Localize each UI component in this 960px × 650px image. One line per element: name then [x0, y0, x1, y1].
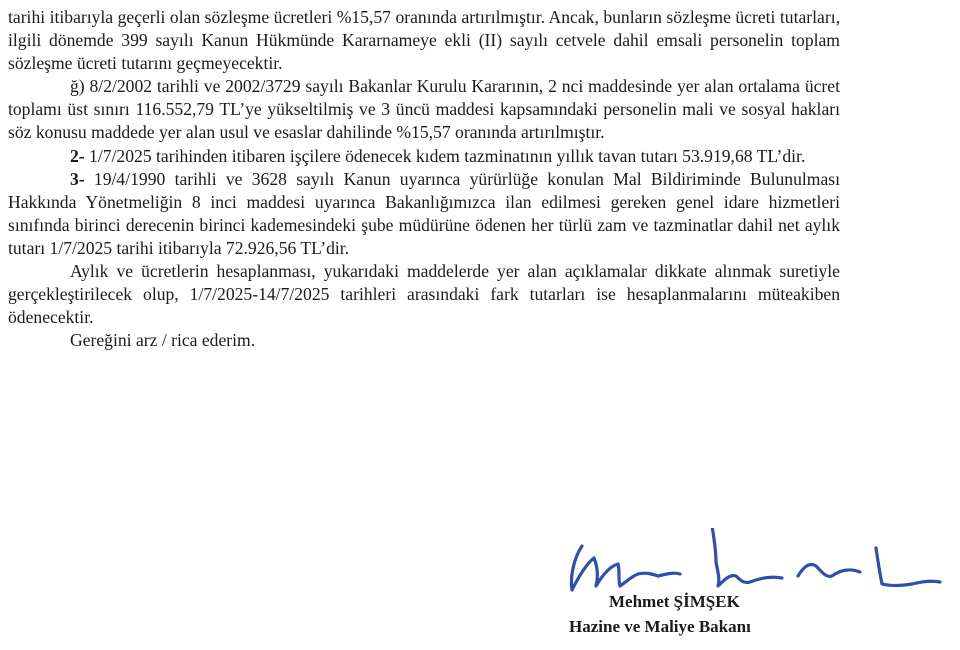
- item-number-2: 2-: [70, 145, 85, 166]
- paragraph-4-text: 19/4/1990 tarihli ve 3628 sayılı Kanun uyarınca yürürlüğe konulan Mal Bildiriminde Bulunulması Hakkında Yönetmeliğin 8 inci maddesi uyarınca Bakanlığımızca ilan edilmesi gereken genel idare hizmetleri sınıfında birinci derecenin birinci kademesindeki şube müdürüne ödenen her türlü zam ve tazminatlar dahil net aylık tutarı 1/7/2025 tarihi itibarıyla 72.926,56 TL’dir.: [8, 168, 840, 258]
- paragraph-3-text: 1/7/2025 tarihinden itibaren işçilere ödenecek kıdem tazminatının yıllık tavan tutarı 53.919,68 TL’dir.: [84, 145, 806, 166]
- signatory-name: Mehmet ŞİMŞEK: [609, 592, 740, 611]
- signature-block: [560, 528, 960, 650]
- paragraph-2: ğ) 8/2/2002 tarihli ve 2002/3729 sayılı Bakanlar Kurulu Kararının, 2 nci maddesinde yer alan ortalama ücret toplamı üst sınırı 116.552,79 TL’ye yükseltilmiş ve 3 üncü maddesi kapsamındaki personelin mali ve sosyal hakları söz konusu maddede yer alan usul ve esaslar dahilinde %15,57 oranında artırılmıştır.: [8, 76, 840, 143]
- paragraph-3: [8, 145, 840, 168]
- item-number-3: 3-: [70, 168, 85, 189]
- paragraph-1: tarihi itibarıyla geçerli olan sözleşme ücretleri %15,57 oranında artırılmıştır. Ancak, bunların sözleşme ücreti tutarları, ilgili dönemde 399 sayılı Kanun Hükmünde Kararnameye ekli (II) sayılı cetvele dahil emsali personelin toplam sözleşme ücreti tutarını geçmeyecektir.: [8, 7, 840, 74]
- closing-line: Gereğini arz / rica ederim.: [70, 330, 256, 351]
- document-body: [8, 6, 840, 352]
- paragraph-5: Aylık ve ücretlerin hesaplanması, yukarıdaki maddelerde yer alan açıklamalar dikkate alınmak suretiyle gerçekleştirilecek olup, 1/7/2025-14/7/2025 tarihleri arasındaki fark tutarları ise hesaplanmalarını müteakiben ödenecektir.: [8, 261, 840, 328]
- signatory-title: Hazine ve Maliye Bakanı: [569, 617, 751, 636]
- paragraph-4: [8, 168, 840, 260]
